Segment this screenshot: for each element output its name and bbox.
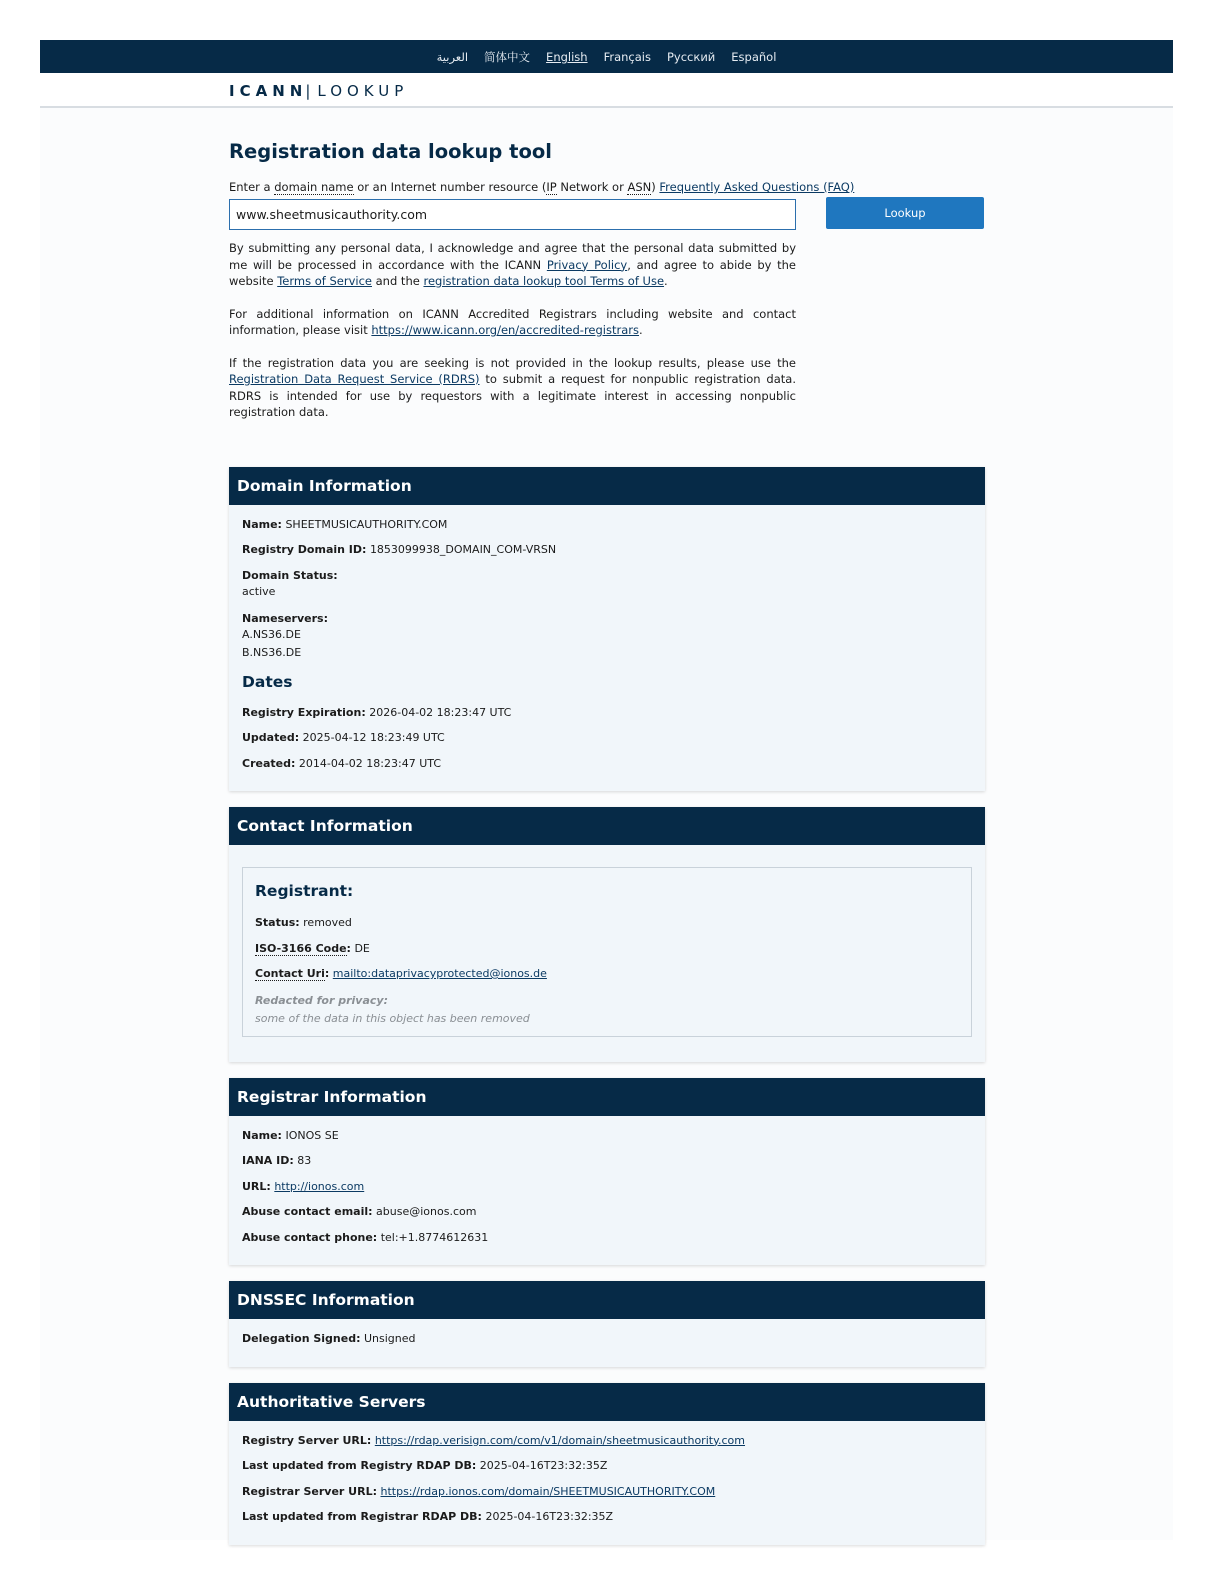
registry-server-url-link[interactable]: https://rdap.verisign.com/com/v1/domain/sheetmusicauthority.com	[374, 1433, 746, 1447]
domain-name-row	[242, 517, 972, 532]
dnssec-information-body	[229, 1319, 985, 1367]
domain-status-row	[242, 568, 972, 601]
registrar-updated-row	[242, 1509, 972, 1524]
contact-information-heading: Contact Information	[229, 807, 985, 845]
nameservers-row	[242, 611, 972, 662]
nameserver-item: A.NS36.DE	[242, 628, 301, 641]
lang-arabic-link[interactable]: العربية	[436, 49, 469, 64]
terms-of-use-link[interactable]: registration data lookup tool Terms of Use	[423, 274, 665, 288]
registry-domain-id-label: Registry Domain ID:	[242, 543, 367, 556]
language-bar	[40, 40, 1173, 73]
registrar-updated-value: 2025-04-16T23:32:35Z	[485, 1510, 614, 1523]
redacted-label: Redacted for privacy:	[255, 993, 388, 1007]
consent-text-3: and the	[371, 274, 424, 288]
logo-lookup: LOOKUP	[317, 82, 409, 100]
registrar-url-label: URL:	[242, 1179, 271, 1193]
registrar-updated-label: Last updated from Registrar RDAP DB:	[242, 1510, 482, 1523]
registry-server-url-label: Registry Server URL:	[242, 1433, 372, 1447]
delegation-signed-label: Delegation Signed:	[242, 1332, 361, 1345]
contact-uri-colon: :	[324, 967, 330, 980]
page	[40, 40, 1173, 1540]
domain-status-label: Domain Status:	[242, 568, 338, 582]
created-value: 2014-04-02 18:23:47 UTC	[298, 756, 442, 770]
registrant-heading: Registrant:	[255, 882, 354, 900]
logo-separator: |	[305, 82, 316, 100]
registry-expiration-label: Registry Expiration:	[242, 705, 366, 719]
domain-name-abbr: domain name	[274, 180, 354, 194]
domain-information-section	[229, 467, 985, 792]
registry-updated-label: Last updated from Registry RDAP DB:	[242, 1459, 477, 1472]
registrar-information-section	[229, 1078, 985, 1266]
domain-name-value: SHEETMUSICAUTHORITY.COM	[285, 517, 448, 531]
registrar-server-url-label: Registrar Server URL:	[242, 1484, 377, 1498]
lang-chinese-link[interactable]: 简体中文	[484, 49, 531, 64]
abuse-email-row	[242, 1204, 972, 1219]
contact-uri-row	[255, 966, 959, 981]
asn-abbr: ASN	[627, 180, 652, 194]
registry-domain-id-value: 1853099938_DOMAIN_COM-VRSN	[369, 543, 557, 556]
ip-abbr: IP	[546, 180, 557, 194]
registrars-paragraph	[229, 306, 796, 339]
nameserver-item: B.NS36.DE	[242, 646, 302, 659]
redacted-notice	[255, 992, 959, 1028]
registrant-status-label: Status:	[255, 916, 300, 929]
registry-expiration-row	[242, 705, 972, 720]
iso-code-value: DE	[354, 941, 370, 955]
consent-text-1: By submitting any personal data, I acknowledge and agree that the personal data submitted by me will be processed in accordance with the ICANN	[229, 241, 796, 272]
site-header	[40, 73, 1173, 108]
abuse-phone-label: Abuse contact phone:	[242, 1230, 378, 1244]
iana-id-label: IANA ID:	[242, 1154, 294, 1167]
abuse-phone-value: tel:+1.8774612631	[380, 1230, 489, 1244]
contact-uri-link[interactable]: mailto:dataprivacyprotected@ionos.de	[332, 967, 547, 980]
privacy-policy-link[interactable]: Privacy Policy	[546, 257, 628, 272]
rdrs-link[interactable]: Registration Data Request Service (RDRS)	[229, 372, 480, 386]
lookup-button[interactable]: Lookup	[826, 197, 984, 229]
created-row	[242, 756, 972, 771]
delegation-signed-row	[242, 1331, 972, 1346]
registry-domain-id-row	[242, 542, 972, 557]
registry-updated-value: 2025-04-16T23:32:35Z	[479, 1459, 608, 1472]
iso-code-label: ISO-3166 Code	[255, 941, 347, 955]
prompt-text-1: Enter a	[229, 180, 275, 194]
redacted-text: some of the data in this object has been removed	[255, 1011, 530, 1025]
consent-text-4: .	[664, 274, 668, 288]
domain-information-heading: Domain Information	[229, 467, 985, 505]
prompt-text-3: Network or	[556, 180, 628, 194]
icann-lookup-logo[interactable]	[229, 82, 408, 100]
iso-code-row	[255, 941, 959, 956]
authoritative-servers-section	[229, 1383, 985, 1545]
registrars-text-1: For additional information on ICANN Accredited Registrars including website and contact information, please visit	[229, 306, 796, 337]
terms-of-service-link[interactable]: Terms of Service	[277, 274, 372, 288]
iana-id-row	[242, 1153, 972, 1168]
registrar-name-label: Name:	[242, 1128, 282, 1142]
registrars-text-2: .	[639, 323, 643, 337]
domain-information-body	[229, 505, 985, 792]
registry-server-url-row	[242, 1433, 972, 1448]
authoritative-servers-body	[229, 1421, 985, 1545]
faq-link[interactable]: Frequently Asked Questions (FAQ)	[659, 180, 855, 194]
iso-code-colon: :	[346, 941, 351, 955]
page-title: Registration data lookup tool	[229, 140, 552, 163]
main-content	[229, 140, 985, 1561]
domain-status-value: active	[242, 584, 276, 598]
abuse-email-label: Abuse contact email:	[242, 1205, 373, 1218]
registrar-server-url-link[interactable]: https://rdap.ionos.com/domain/SHEETMUSICAUTHORITY.COM	[380, 1484, 716, 1498]
dates-heading: Dates	[242, 672, 293, 691]
iana-id-value: 83	[297, 1154, 312, 1167]
prompt-text-4: )	[651, 180, 660, 194]
abuse-phone-row	[242, 1230, 972, 1245]
lang-english-link[interactable]: English	[546, 49, 588, 64]
delegation-signed-value: Unsigned	[364, 1332, 416, 1345]
lang-spanish-link[interactable]: Español	[731, 49, 777, 64]
updated-label: Updated:	[242, 731, 300, 744]
lang-russian-link[interactable]: Русский	[666, 49, 716, 64]
registrar-name-row	[242, 1128, 972, 1143]
lang-french-link[interactable]: Français	[603, 49, 651, 64]
registrar-information-body	[229, 1116, 985, 1266]
search-row	[229, 198, 985, 230]
registrar-url-row	[242, 1179, 972, 1194]
registrar-url-link[interactable]: http://ionos.com	[274, 1179, 365, 1193]
registrant-status-value: removed	[303, 916, 352, 929]
dnssec-information-heading: DNSSEC Information	[229, 1281, 985, 1319]
rdrs-text-2: to submit a request for nonpublic registration data. RDRS is intended for use by requestors with a legitimate interest in accessing nonpublic registration data.	[229, 372, 796, 419]
rdrs-text-1: If the registration data you are seeking is not provided in the lookup results, please use the	[229, 355, 796, 370]
rdrs-paragraph	[229, 355, 796, 421]
domain-name-label: Name:	[242, 517, 282, 531]
accredited-registrars-link[interactable]: https://www.icann.org/en/accredited-registrars	[371, 323, 639, 337]
abuse-email-value: abuse@ionos.com	[376, 1205, 477, 1218]
registrar-server-url-row	[242, 1484, 972, 1499]
created-label: Created:	[242, 756, 296, 770]
nameservers-label: Nameservers:	[242, 612, 328, 625]
updated-value: 2025-04-12 18:23:49 UTC	[302, 731, 445, 744]
contact-uri-label: Contact Uri	[255, 967, 325, 980]
consent-paragraph	[229, 240, 796, 290]
prompt-text-2: or an Internet number resource (	[353, 180, 547, 194]
registrar-name-value: IONOS SE	[285, 1128, 339, 1142]
registrant-box	[242, 867, 972, 1037]
lookup-prompt	[229, 180, 985, 195]
domain-search-input[interactable]	[229, 199, 796, 230]
dnssec-information-section	[229, 1281, 985, 1367]
logo-icann: ICANN	[229, 82, 308, 100]
registrant-status-row	[255, 915, 959, 930]
updated-row	[242, 730, 972, 745]
consent-text-2: , and agree to abide by the website	[229, 257, 797, 288]
authoritative-servers-heading: Authoritative Servers	[229, 1383, 985, 1421]
registry-expiration-value: 2026-04-02 18:23:47 UTC	[369, 705, 512, 719]
registrar-information-heading: Registrar Information	[229, 1078, 985, 1116]
registry-updated-row	[242, 1458, 972, 1473]
contact-information-section	[229, 807, 985, 1062]
contact-information-body	[229, 845, 985, 1062]
